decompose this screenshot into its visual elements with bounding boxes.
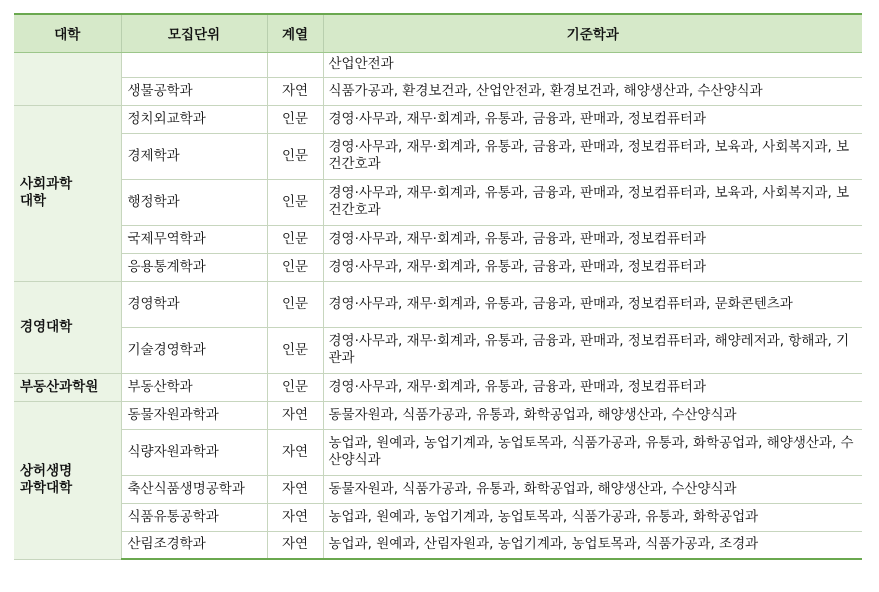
departments-cell: 경영·사무과, 재무·회계과, 유통과, 금융과, 판매과, 정보컴퓨터과, 해양레저과, 항해과, 기관과 bbox=[323, 327, 862, 373]
unit-cell: 산림조경학과 bbox=[121, 531, 267, 559]
unit-cell: 경영학과 bbox=[121, 281, 267, 327]
table-row bbox=[14, 281, 862, 327]
table-row bbox=[14, 503, 862, 531]
unit-cell bbox=[121, 52, 267, 77]
field-cell: 인문 bbox=[267, 133, 323, 179]
table-row bbox=[14, 105, 862, 133]
table-row bbox=[14, 77, 862, 105]
unit-cell: 부동산학과 bbox=[121, 373, 267, 401]
departments-cell: 경영·사무과, 재무·회계과, 유통과, 금융과, 판매과, 정보컴퓨터과 bbox=[323, 253, 862, 281]
departments-cell: 산업안전과 bbox=[323, 52, 862, 77]
university-cell: 부동산과학원 bbox=[14, 373, 121, 401]
departments-cell: 식품가공과, 환경보건과, 산업안전과, 환경보건과, 해양생산과, 수산양식과 bbox=[323, 77, 862, 105]
table-header-row bbox=[14, 14, 862, 52]
departments-cell: 농업과, 원예과, 농업기계과, 농업토목과, 식품가공과, 유통과, 화학공업과, 해양생산과, 수산양식과 bbox=[323, 429, 862, 475]
table-row bbox=[14, 52, 862, 77]
field-cell: 자연 bbox=[267, 401, 323, 429]
departments-cell: 경영·사무과, 재무·회계과, 유통과, 금융과, 판매과, 정보컴퓨터과 bbox=[323, 373, 862, 401]
admission-criteria-table bbox=[14, 13, 862, 560]
header-university: 대학 bbox=[14, 14, 121, 52]
unit-cell: 생물공학과 bbox=[121, 77, 267, 105]
university-cell: 경영대학 bbox=[14, 281, 121, 373]
departments-cell: 경영·사무과, 재무·회계과, 유통과, 금융과, 판매과, 정보컴퓨터과 bbox=[323, 225, 862, 253]
table-row bbox=[14, 225, 862, 253]
field-cell: 인문 bbox=[267, 327, 323, 373]
table-row bbox=[14, 327, 862, 373]
unit-cell: 행정학과 bbox=[121, 179, 267, 225]
field-cell: 인문 bbox=[267, 105, 323, 133]
unit-cell: 식량자원과학과 bbox=[121, 429, 267, 475]
header-recruitment-unit: 모집단위 bbox=[121, 14, 267, 52]
departments-cell: 동물자원과, 식품가공과, 유통과, 화학공업과, 해양생산과, 수산양식과 bbox=[323, 475, 862, 503]
university-cell bbox=[14, 52, 121, 105]
table-row bbox=[14, 179, 862, 225]
university-cell bbox=[14, 105, 121, 281]
field-cell: 자연 bbox=[267, 429, 323, 475]
unit-cell: 축산식품생명공학과 bbox=[121, 475, 267, 503]
departments-cell: 경영·사무과, 재무·회계과, 유통과, 금융과, 판매과, 정보컴퓨터과, 문화콘텐츠과 bbox=[323, 281, 862, 327]
unit-cell: 동물자원과학과 bbox=[121, 401, 267, 429]
table-row bbox=[14, 373, 862, 401]
departments-cell: 농업과, 원예과, 농업기계과, 농업토목과, 식품가공과, 유통과, 화학공업과 bbox=[323, 503, 862, 531]
table-row bbox=[14, 475, 862, 503]
field-cell bbox=[267, 52, 323, 77]
field-cell: 인문 bbox=[267, 281, 323, 327]
header-base-departments: 기준학과 bbox=[323, 14, 862, 52]
university-name: 상허생명 과학대학 bbox=[20, 463, 73, 496]
field-cell: 자연 bbox=[267, 531, 323, 559]
university-name: 사회과학 대학 bbox=[20, 176, 73, 209]
unit-cell: 국제무역학과 bbox=[121, 225, 267, 253]
field-cell: 자연 bbox=[267, 503, 323, 531]
departments-cell: 동물자원과, 식품가공과, 유통과, 화학공업과, 해양생산과, 수산양식과 bbox=[323, 401, 862, 429]
university-cell bbox=[14, 401, 121, 559]
field-cell: 인문 bbox=[267, 373, 323, 401]
admission-table-container bbox=[14, 13, 862, 560]
departments-cell: 농업과, 원예과, 산림자원과, 농업기계과, 농업토목과, 식품가공과, 조경과 bbox=[323, 531, 862, 559]
unit-cell: 정치외교학과 bbox=[121, 105, 267, 133]
unit-cell: 기술경영학과 bbox=[121, 327, 267, 373]
unit-cell: 경제학과 bbox=[121, 133, 267, 179]
unit-cell: 응용통계학과 bbox=[121, 253, 267, 281]
field-cell: 인문 bbox=[267, 225, 323, 253]
table-row bbox=[14, 401, 862, 429]
departments-cell: 경영·사무과, 재무·회계과, 유통과, 금융과, 판매과, 정보컴퓨터과 bbox=[323, 105, 862, 133]
field-cell: 인문 bbox=[267, 179, 323, 225]
field-cell: 자연 bbox=[267, 475, 323, 503]
table-row bbox=[14, 133, 862, 179]
table-row bbox=[14, 531, 862, 559]
unit-cell: 식품유통공학과 bbox=[121, 503, 267, 531]
table-row bbox=[14, 429, 862, 475]
table-row bbox=[14, 253, 862, 281]
field-cell: 자연 bbox=[267, 77, 323, 105]
departments-cell: 경영·사무과, 재무·회계과, 유통과, 금융과, 판매과, 정보컴퓨터과, 보육과, 사회복지과, 보건간호과 bbox=[323, 179, 862, 225]
header-field: 계열 bbox=[267, 14, 323, 52]
departments-cell: 경영·사무과, 재무·회계과, 유통과, 금융과, 판매과, 정보컴퓨터과, 보육과, 사회복지과, 보건간호과 bbox=[323, 133, 862, 179]
field-cell: 인문 bbox=[267, 253, 323, 281]
